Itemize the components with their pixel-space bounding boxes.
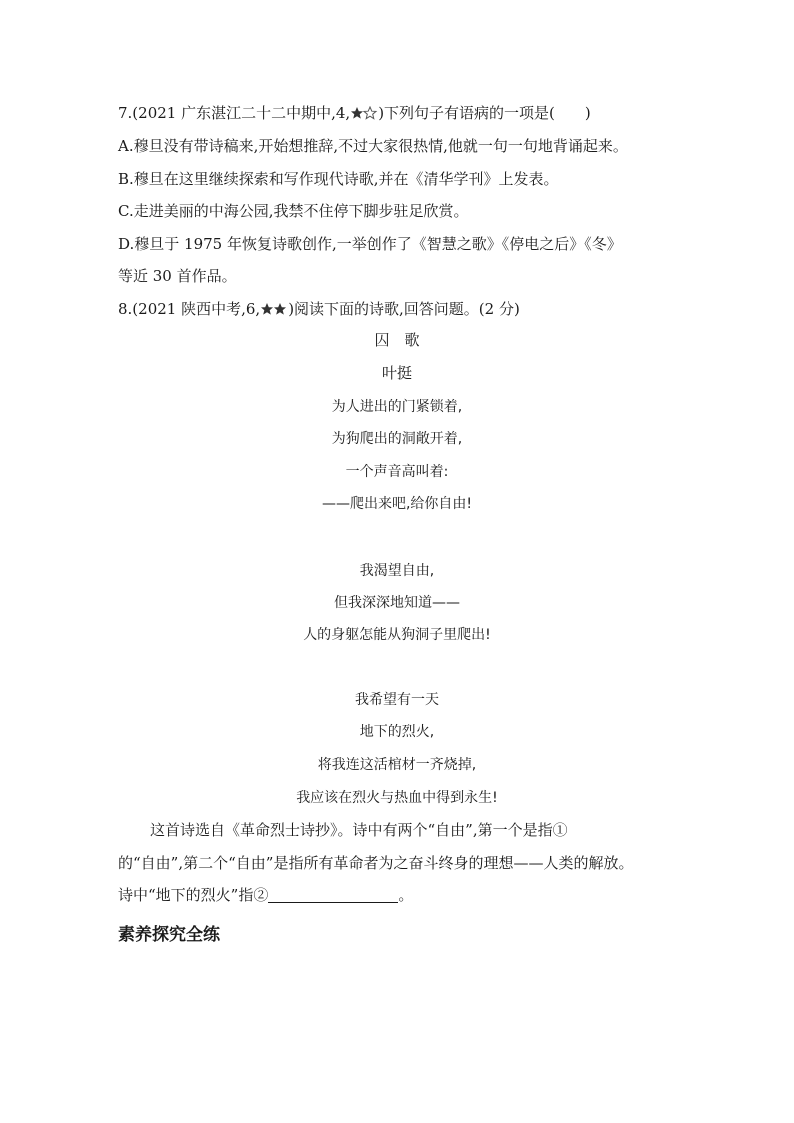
answer-blank[interactable] xyxy=(268,887,398,903)
q7-option-d-cont: 等近 30 首作品。 xyxy=(118,267,237,285)
poem-line: 人的身躯怎能从狗洞子里爬出! xyxy=(303,627,491,643)
star-rating-icon xyxy=(350,105,378,125)
poem-author: 叶挺 xyxy=(381,364,412,382)
poem-line: 一个声音高叫着: xyxy=(345,464,449,480)
poem-title: 囚 歌 xyxy=(374,331,420,349)
q7-option-a: A.穆旦没有带诗稿来,开始想推辞,不过大家很热情,他就一句一句地背诵起来。 xyxy=(118,137,628,155)
poem-line: 将我连这活棺材一齐烧掉, xyxy=(317,757,477,773)
answer-line-3: 诗中“地下的烈火”指② 。 xyxy=(118,886,414,904)
q7-option-b: B.穆旦在这里继续探索和写作现代诗歌,并在《清华学刊》上发表。 xyxy=(118,170,559,188)
poem-line: 为人进出的门紧锁着, xyxy=(331,399,463,415)
answer-line-1: 这首诗选自《革命烈士诗抄》。诗中有两个“自由”,第一个是指① xyxy=(150,821,568,839)
star-rating-icon xyxy=(260,301,288,321)
poem-line: 我应该在烈火与热血中得到永生! xyxy=(296,790,498,806)
poem-line: 但我深深地知道—— xyxy=(334,595,460,611)
q7-stem: 7.(2021 广东湛江二十二中期中,4, )下列句子有语病的一项是( ) xyxy=(118,103,591,125)
poem-line: 地下的烈火, xyxy=(359,724,435,740)
poem-line: 为狗爬出的洞敞开着, xyxy=(331,431,463,447)
poem-line: 我渴望自由, xyxy=(359,563,435,579)
q8-stem: 8.(2021 陕西中考,6, )阅读下面的诗歌,回答问题。(2 分) xyxy=(118,299,520,321)
section-title: 素养探究全练 xyxy=(118,925,220,945)
poem-line: ——爬出来吧,给你自由! xyxy=(321,496,473,512)
poem-line: 我希望有一天 xyxy=(355,692,439,708)
q7-option-d: D.穆旦于 1975 年恢复诗歌创作,一举创作了《智慧之歌》《停电之后》《冬》 xyxy=(118,235,622,253)
answer-line-2: 的“自由”,第二个“自由”是指所有革命者为之奋斗终身的理想——人类的解放。 xyxy=(118,854,634,872)
q7-option-c: C.走进美丽的中海公园,我禁不住停下脚步驻足欣赏。 xyxy=(118,202,469,220)
